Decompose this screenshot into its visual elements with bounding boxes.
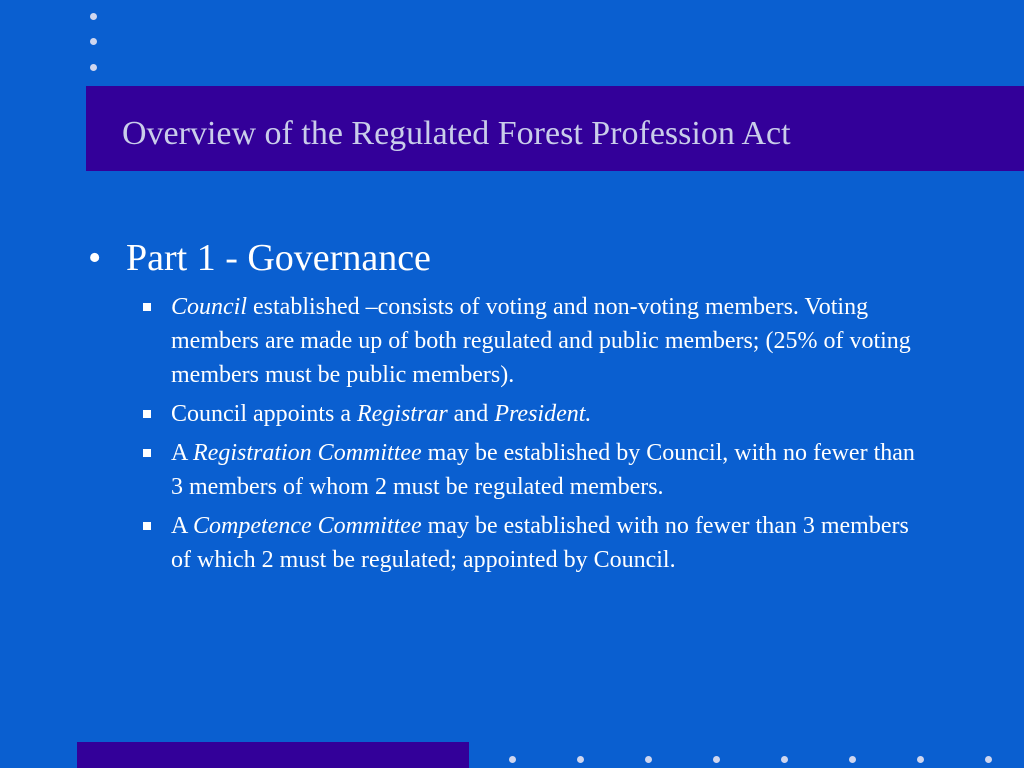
decor-dot — [90, 13, 97, 20]
sub-bullet-text: and — [447, 401, 495, 427]
slide-content — [88, 236, 968, 582]
decor-dot — [90, 38, 97, 45]
sub-bullet — [171, 290, 968, 392]
decor-dot — [713, 756, 720, 763]
sub-bullet — [171, 436, 968, 504]
term-registration-committee: Registration Committee — [193, 440, 422, 466]
sub-bullet-text: established –consists of voting and non-voting members. Voting members are made up of both regulated and public members; (25% of voting members must be public members). — [171, 294, 911, 388]
decor-dot — [985, 756, 992, 763]
square-bullet-icon — [143, 522, 151, 530]
sub-bullet — [171, 509, 968, 577]
sub-bullet — [171, 397, 968, 431]
decor-dot — [917, 756, 924, 763]
bottom-bar — [77, 742, 469, 768]
sub-bullet-text: may be established with no fewer than 3 members of which 2 must be regulated; appointed by Council. — [171, 513, 909, 573]
decor-dot — [849, 756, 856, 763]
term-council: Council — [171, 294, 247, 320]
sub-bullet-text: may be established by Council, with no fewer than 3 members of whom 2 must be regulated members. — [171, 440, 915, 500]
bullet-icon: • — [88, 237, 102, 279]
decor-dot — [645, 756, 652, 763]
main-bullet — [88, 236, 968, 280]
sub-bullet-text: Council appoints a — [171, 401, 357, 427]
slide-title: Overview of the Regulated Forest Profession Act — [122, 115, 791, 152]
square-bullet-icon — [143, 449, 151, 457]
decor-dot — [90, 64, 97, 71]
term-president: President. — [494, 401, 592, 427]
decor-dot — [781, 756, 788, 763]
term-registrar: Registrar — [356, 401, 448, 427]
decor-dot — [509, 756, 516, 763]
sub-bullet-text: A — [171, 513, 194, 539]
square-bullet-icon — [143, 410, 151, 418]
sub-bullet-text: A — [171, 440, 194, 466]
square-bullet-icon — [143, 303, 151, 311]
title-bar — [86, 86, 1024, 171]
term-competence-committee: Competence Committee — [193, 513, 422, 539]
main-bullet-text: Part 1 - Governance — [126, 237, 431, 279]
decor-dot — [577, 756, 584, 763]
